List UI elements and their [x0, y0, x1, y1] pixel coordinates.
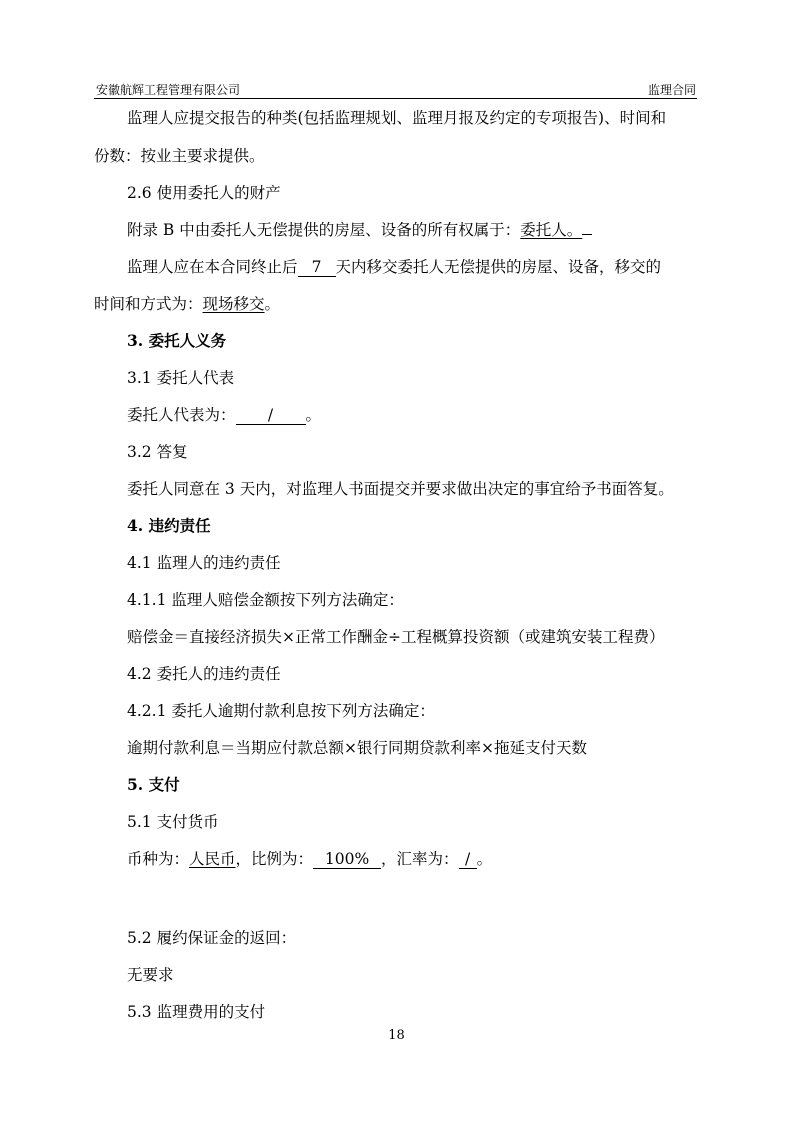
rep-end: 。	[305, 406, 322, 424]
rep-line	[127, 405, 321, 425]
interest-formula: 逾期付款利息＝当期应付款总额×银行同期贷款利率×拖延支付天数	[127, 739, 587, 757]
header-doc-type: 监理合同	[647, 83, 696, 97]
return-method-prefix: 时间和方式为：	[94, 295, 203, 313]
section-5-3-heading: 5.3 监理费用的支付	[127, 1003, 266, 1021]
return-days-value: 7	[298, 258, 336, 277]
rate-value: /	[459, 850, 477, 869]
rate-label: ，汇率为：	[381, 850, 459, 868]
owner-property-blank	[582, 234, 592, 235]
reply-line: 委托人同意在 3 天内，对监理人书面提交并要求做出决定的事宜给予书面答复。	[127, 480, 674, 498]
owner-property-line	[127, 220, 592, 240]
return-text-prefix: 监理人应在本合同终止后	[127, 258, 298, 276]
reports-line-1: 监理人应提交报告的种类(包括监理规划、监理月报及约定的专项报告)、时间和	[127, 109, 667, 127]
no-requirement-text: 无要求	[127, 966, 174, 984]
section-4-2-1-heading: 4.2.1 委托人逾期付款利息按下列方法确定：	[127, 702, 435, 720]
header-rule	[94, 98, 697, 99]
section-3-heading: 3. 委托人义务	[127, 331, 227, 350]
compensation-formula: 赔偿金＝直接经济损失×正常工作酬金÷工程概算投资额（或建筑安装工程费）	[127, 628, 665, 646]
section-4-1-heading: 4.1 监理人的违约责任	[127, 554, 281, 572]
currency-value: 人民币	[189, 850, 236, 868]
owner-property-text: 附录 B 中由委托人无偿提供的房屋、设备的所有权属于：	[127, 221, 521, 239]
section-4-1-1-heading: 4.1.1 监理人赔偿金额按下列方法确定：	[127, 591, 404, 609]
currency-end: 。	[476, 850, 493, 868]
section-4-heading: 4. 违约责任	[127, 516, 211, 535]
header-company: 安徽航辉工程管理有限公司	[96, 83, 241, 97]
section-5-1-heading: 5.1 支付货币	[127, 813, 219, 831]
return-line-1	[127, 257, 661, 277]
return-method-end: 。	[264, 295, 281, 313]
rep-value: /	[236, 406, 306, 425]
return-line-2	[94, 294, 280, 314]
page-number: 18	[388, 1028, 405, 1043]
section-2-6-heading: 2.6 使用委托人的财产	[127, 184, 281, 202]
return-text-suffix: 天内移交委托人无偿提供的房屋、设备，移交的	[335, 258, 662, 276]
reports-line-2: 份数：按业主要求提供。	[94, 147, 265, 165]
section-4-2-heading: 4.2 委托人的违约责任	[127, 665, 281, 683]
section-3-2-heading: 3.2 答复	[127, 443, 188, 461]
section-5-2-heading: 5.2 履约保证金的返回：	[127, 929, 297, 947]
section-3-1-heading: 3.1 委托人代表	[127, 369, 235, 387]
ratio-value: 100%	[313, 850, 381, 869]
currency-label: 币种为：	[127, 850, 190, 868]
section-5-heading: 5. 支付	[127, 775, 180, 794]
owner-property-value: 委托人。	[520, 221, 583, 239]
ratio-label: ，比例为：	[235, 850, 314, 868]
return-method-value: 现场移交	[202, 295, 265, 313]
rep-text: 委托人代表为：	[127, 406, 236, 424]
currency-line	[127, 849, 492, 869]
